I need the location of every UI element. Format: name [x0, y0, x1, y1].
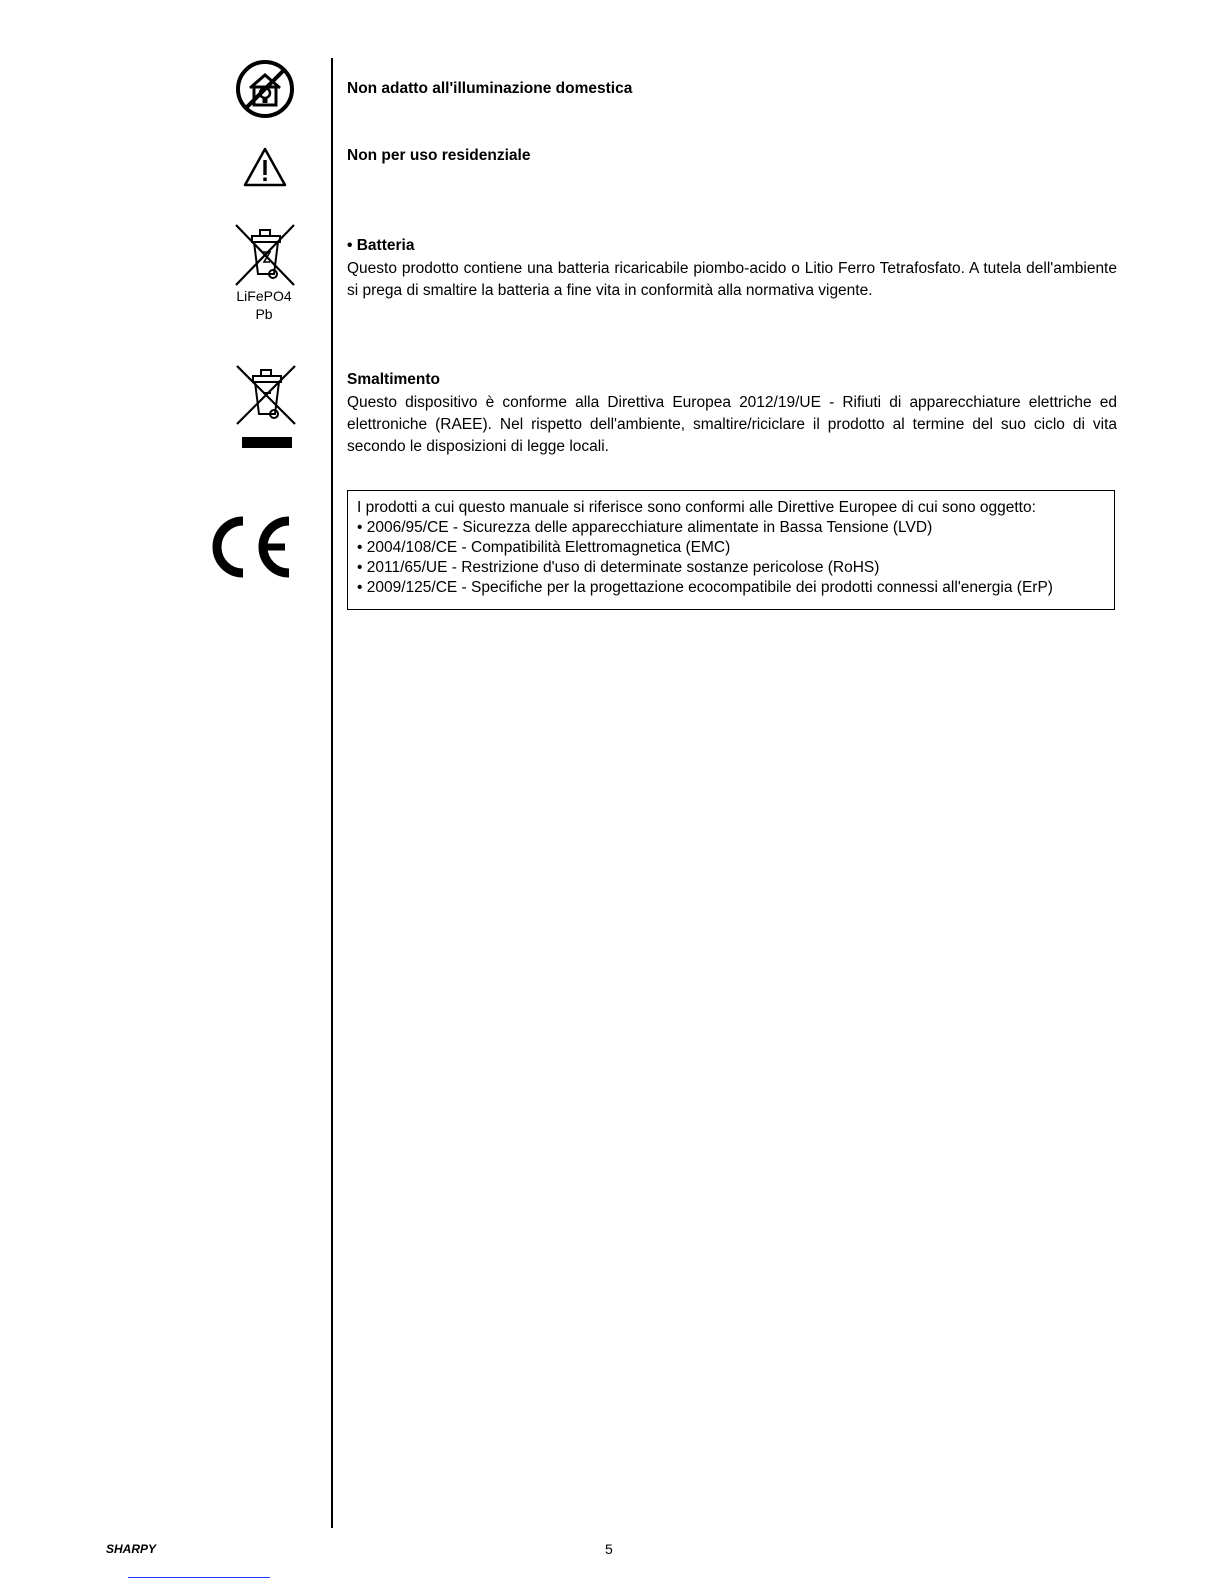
- battery-chem-label-2: Pb: [255, 306, 273, 322]
- crossed-bin-battery-icon: [233, 222, 297, 293]
- ce-directive-item: • 2004/108/CE - Compatibilità Elettromagnetica (EMC): [357, 539, 731, 556]
- warning-triangle-icon: [242, 146, 288, 193]
- ce-intro: I prodotti a cui questo manuale si riferisce sono conformi alle Direttive Europee di cui sono oggetto:: [357, 499, 1036, 516]
- ce-directive-item: • 2006/95/CE - Sicurezza delle apparecchiature alimentate in Bassa Tensione (LVD): [357, 519, 933, 536]
- ce-mark-icon: [205, 515, 295, 584]
- page-number: 5: [605, 1541, 613, 1557]
- ce-directive-item: • 2009/125/CE - Specifiche per la progettazione ecocompatibile dei prodotti connessi all'energia (ErP): [357, 579, 1053, 596]
- domestic-title: Non adatto all'illuminazione domestica: [347, 80, 633, 97]
- column-divider: [331, 58, 333, 1528]
- ce-directives-box: [347, 490, 1115, 610]
- disposal-title: Smaltimento: [347, 371, 441, 388]
- ce-directive-item: • 2011/65/UE - Restrizione d'uso di determinate sostanze pericolose (RoHS): [357, 559, 880, 576]
- footer-link-underline: [128, 1577, 270, 1578]
- no-domestic-lighting-icon: [234, 58, 296, 125]
- residential-title: Non per uso residenziale: [347, 147, 531, 164]
- crossed-bin-weee-icon: [234, 364, 298, 459]
- disposal-text: Questo dispositivo è conforme alla Direttiva Europea 2012/19/UE - Rifiuti di apparecchiature elettriche ed elettroniche (RAEE). Nel rispetto dell'ambiente, smaltire/riciclare il prodotto al termine del suo ciclo di vita secondo le disposizioni di legge locali.: [347, 394, 1117, 455]
- battery-chem-label-1: LiFePO4: [236, 288, 292, 304]
- battery-title: • Batteria: [347, 237, 415, 254]
- footer-brand: SHARPY: [106, 1542, 157, 1556]
- battery-text: Questo prodotto contiene una batteria ricaricabile piombo-acido o Litio Ferro Tetrafosfato. A tutela dell'ambiente si prega di smaltire la batteria a fine vita in conformità alla normativa vigente.: [347, 260, 1117, 299]
